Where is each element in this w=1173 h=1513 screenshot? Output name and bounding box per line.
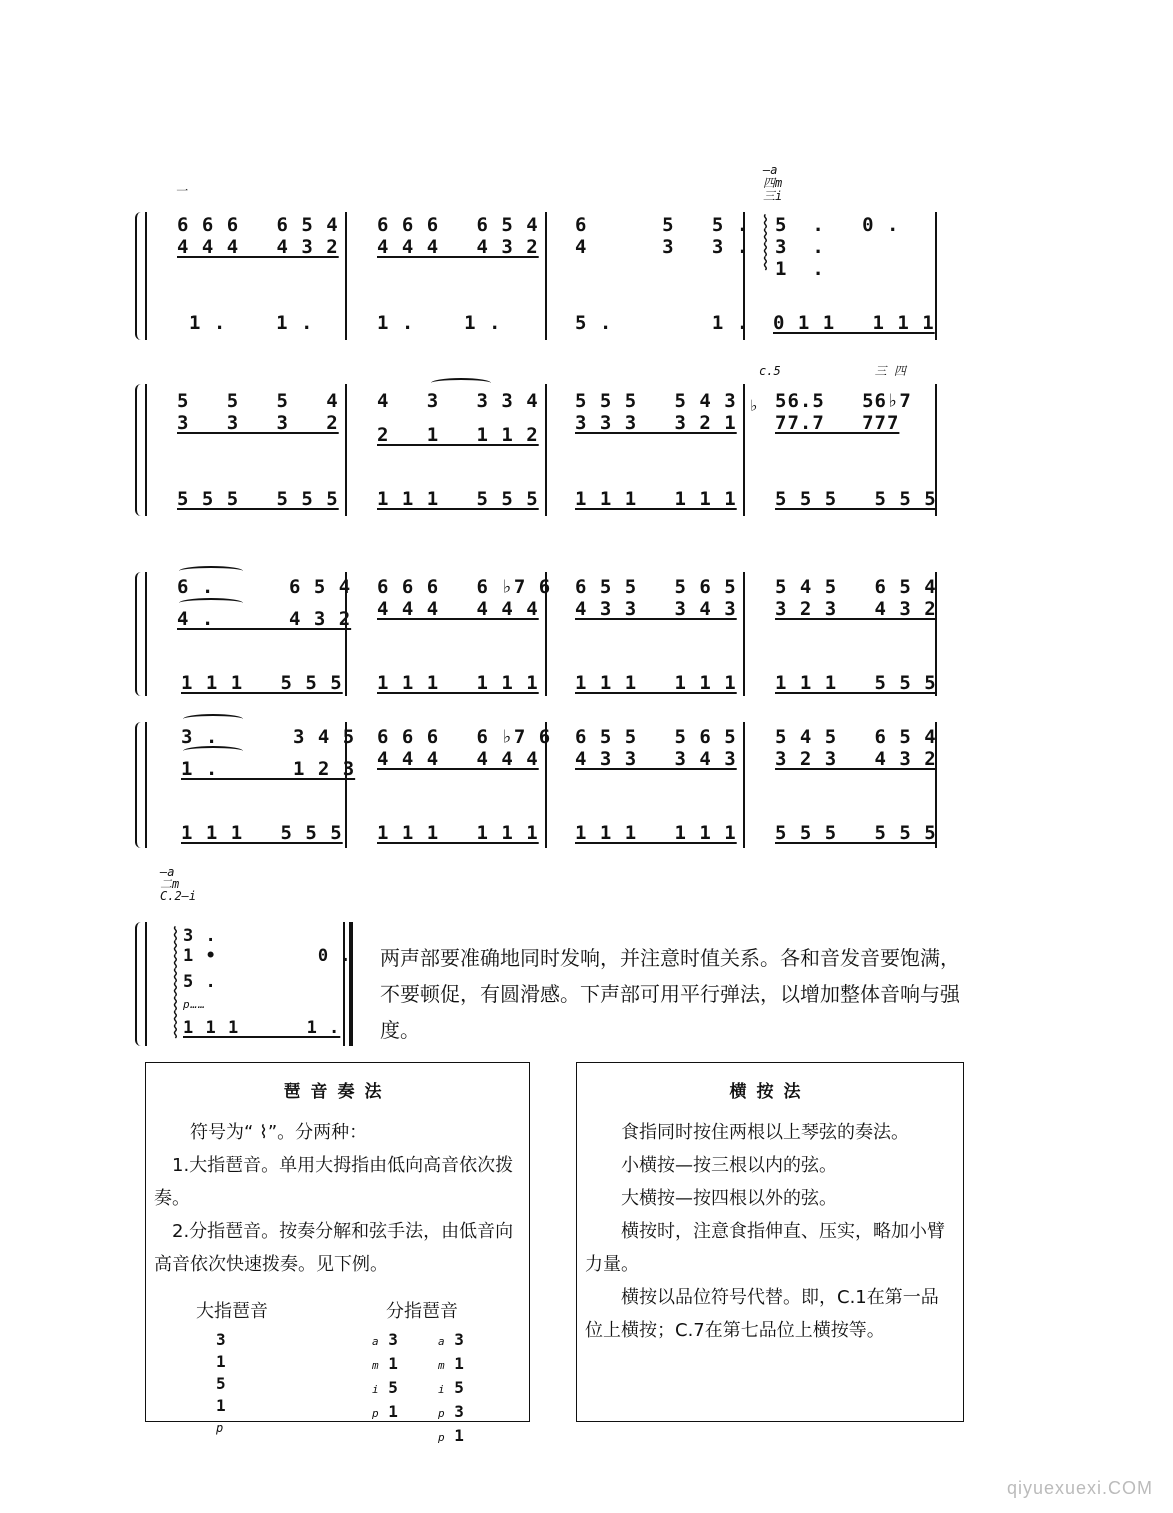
lower-voice: 1 . — [775, 258, 825, 280]
finger-label: a — [372, 1335, 379, 1348]
upper-voice: 4 3 3 3 4 — [377, 390, 539, 412]
lower-voice: 4 3 3 3 4 3 — [575, 748, 737, 770]
lower-voice: 3 3 3 2 — [177, 412, 339, 434]
box-title: 琶音奏法 — [283, 1082, 392, 1102]
example-title: 大指琶音 — [196, 1301, 268, 1322]
bass-voice: 5 5 5 5 5 5 — [775, 822, 937, 844]
score-system-4 — [145, 722, 940, 848]
note: 1 — [216, 1396, 226, 1415]
lower-voice: 3 2 3 4 3 2 — [775, 598, 937, 620]
lower-voice: 3 2 3 4 3 2 — [775, 748, 937, 770]
example-title: 分指琶音 — [386, 1301, 458, 1322]
upper-voice: 6 6 6 6 5 4 — [177, 214, 339, 236]
finger-label: a — [438, 1335, 445, 1348]
note: 3 — [454, 1330, 464, 1349]
bass-voice: 1 1 1 1 1 1 — [575, 822, 737, 844]
lower-voice: 4 3 3 . — [575, 236, 750, 258]
score-system-1 — [145, 163, 940, 340]
note-line: 5 . — [183, 972, 217, 992]
box-line: 食指同时按住两根以上琴弦的奏法。 — [621, 1122, 909, 1143]
lower-voice: 3 3 3 3 2 1 — [575, 412, 737, 434]
box-line: 2.分指琶音。按奏分解和弦手法，由低音向高音依次快速拨奏。见下例。 — [154, 1221, 514, 1275]
lower-voice: 2 1 1 1 2 — [377, 424, 539, 446]
box-line: 横按以品位符号代替。即，C.1在第一品位上横按；C.7在第七品位上横按等。 — [585, 1287, 939, 1341]
score-system-3 — [145, 572, 940, 696]
box-line: 符号为“ ⌇”。分两种： — [190, 1122, 368, 1143]
lower-voice: 3 . — [775, 236, 825, 258]
arpeggio-sign: ⌇ ⌇ ⌇ ⌇ — [761, 212, 770, 275]
finger-label: p — [438, 1431, 445, 1444]
box-line: 大横按—按四根以外的弦。 — [621, 1188, 837, 1209]
note: 1 — [454, 1426, 464, 1445]
bass-voice: 5 5 5 5 5 5 — [775, 488, 937, 510]
upper-voice: 6 6 6 6 ♭7 6 — [377, 726, 552, 748]
note: 5 — [454, 1378, 464, 1397]
upper-voice: 56.5 56♭7 — [775, 390, 912, 412]
lower-voice: 4 3 3 3 4 3 — [575, 598, 737, 620]
note: 1 — [388, 1354, 398, 1373]
finger-label: m — [438, 1359, 445, 1372]
box-line: 小横按—按三根以内的弦。 — [621, 1155, 837, 1176]
fingering-label: —a 二m C.2—i — [160, 865, 197, 903]
finger-label: p — [438, 1407, 445, 1420]
note-line: 3 . — [183, 926, 217, 946]
final-measure: ⌇ ⌇ ⌇ ⌇ ⌇ ⌇ ⌇ ⌇ 3 . 1 • 0 . 5 . p…… 1 1 1 1 . — [145, 922, 350, 1052]
box-line: 1.大指琶音。单用大拇指由低向高音依次拨奏。 — [154, 1155, 514, 1209]
lower-voice: 77.7 777 — [775, 412, 900, 434]
note: 1 — [388, 1402, 398, 1421]
note: 3 — [216, 1330, 226, 1349]
system-bracket — [135, 212, 143, 340]
bass-voice: 1 1 1 1 1 1 — [377, 822, 539, 844]
upper-voice: 5 4 5 6 5 4 — [775, 576, 937, 598]
bass-voice: 1 . 1 . — [377, 312, 502, 334]
upper-voice: 5 5 5 5 4 3 — [575, 390, 737, 412]
watermark: qiyuexuexi.COM — [1006, 1478, 1153, 1498]
note: 1 — [216, 1352, 226, 1371]
note-line: p…… — [183, 998, 206, 1011]
note: 1 — [454, 1354, 464, 1373]
note: 3 — [388, 1330, 398, 1349]
bass-voice: 5 5 5 5 5 5 — [177, 488, 339, 510]
note-line: 1 • 0 . — [183, 946, 352, 966]
upper-voice: 6 5 5 5 6 5 — [575, 726, 737, 748]
finger-label: p — [372, 1407, 379, 1420]
finger-label: i — [438, 1383, 445, 1396]
lower-voice: 4 4 4 4 4 4 — [377, 748, 539, 770]
upper-voice: 6 6 6 6 5 4 — [377, 214, 539, 236]
upper-voice: 6 5 5 . — [575, 214, 750, 236]
upper-voice: 6 . 6 5 4 — [177, 576, 352, 598]
bass-voice: 5 . 1 . — [575, 312, 750, 334]
fingering-label: 一 — [175, 184, 188, 198]
note: 5 — [388, 1378, 398, 1397]
bass-voice: 1 1 1 5 5 5 — [181, 672, 343, 694]
bass-voice: 1 1 1 1 1 1 — [377, 672, 539, 694]
upper-voice: 6 6 6 6 ♭7 6 — [377, 576, 552, 598]
upper-voice: 5 4 5 6 5 4 — [775, 726, 937, 748]
fingering-label: —a 四m 三i — [763, 163, 783, 203]
flat-sign: ♭ — [749, 396, 760, 415]
box-line: 横按时，注意食指伸直、压实，略加小臂力量。 — [585, 1221, 945, 1275]
barre-technique-box — [576, 1062, 964, 1422]
lower-voice: 1 . 1 2 3 — [181, 758, 356, 780]
bass-voice: 1 1 1 1 1 1 — [575, 672, 737, 694]
bass-voice: 0 1 1 1 1 1 — [773, 312, 935, 334]
note-line: 1 1 1 1 . — [183, 1018, 341, 1038]
bass-voice: 1 . 1 . — [189, 312, 314, 334]
arpeggio-technique-box: 琶音奏法 符号为“ ⌇”。分两种： 1.大指琶音。单用大拇指由低向高音依次拨奏。 2.分指琶音。按奏分解和弦手法，由低音向高音依次快速拨奏。见下例。 大指琶音 分指琶音 3 1 5 1 p a 3 m 1 i 5 p 1 a 3 m 1 i 5 p 3 p 1 — [145, 1062, 530, 1422]
bass-voice: 1 1 1 1 1 1 — [575, 488, 737, 510]
box-title: 横按法 — [729, 1082, 811, 1102]
bass-voice: 1 1 1 5 5 5 — [181, 822, 343, 844]
score-system-2 — [145, 364, 940, 516]
bass-voice: 1 1 1 5 5 5 — [377, 488, 539, 510]
upper-voice: 3 . 3 4 5 — [181, 726, 356, 748]
upper-voice: 6 5 5 5 6 5 — [575, 576, 737, 598]
finger-label: m — [372, 1359, 379, 1372]
lower-voice: 4 4 4 4 3 2 — [177, 236, 339, 258]
note: 5 — [216, 1374, 226, 1393]
instruction-paragraph: 两声部要准确地同时发响，并注意时值关系。各和音发音要饱满，不要顿促，有圆滑感。下声部可用平行弹法，以增加整体音响与强度。 — [380, 946, 960, 1042]
upper-voice: 5 5 5 4 — [177, 390, 339, 412]
bass-voice: 1 1 1 5 5 5 — [775, 672, 937, 694]
lower-voice: 4 4 4 4 3 2 — [377, 236, 539, 258]
note: p — [216, 1421, 224, 1435]
upper-voice: 5 . 0 . — [775, 214, 900, 236]
finger-label: i — [372, 1383, 379, 1396]
lower-voice: 4 4 4 4 4 4 — [377, 598, 539, 620]
position-label: c.5 三 四 — [759, 364, 906, 378]
lower-voice: 4 . 4 3 2 — [177, 608, 352, 630]
